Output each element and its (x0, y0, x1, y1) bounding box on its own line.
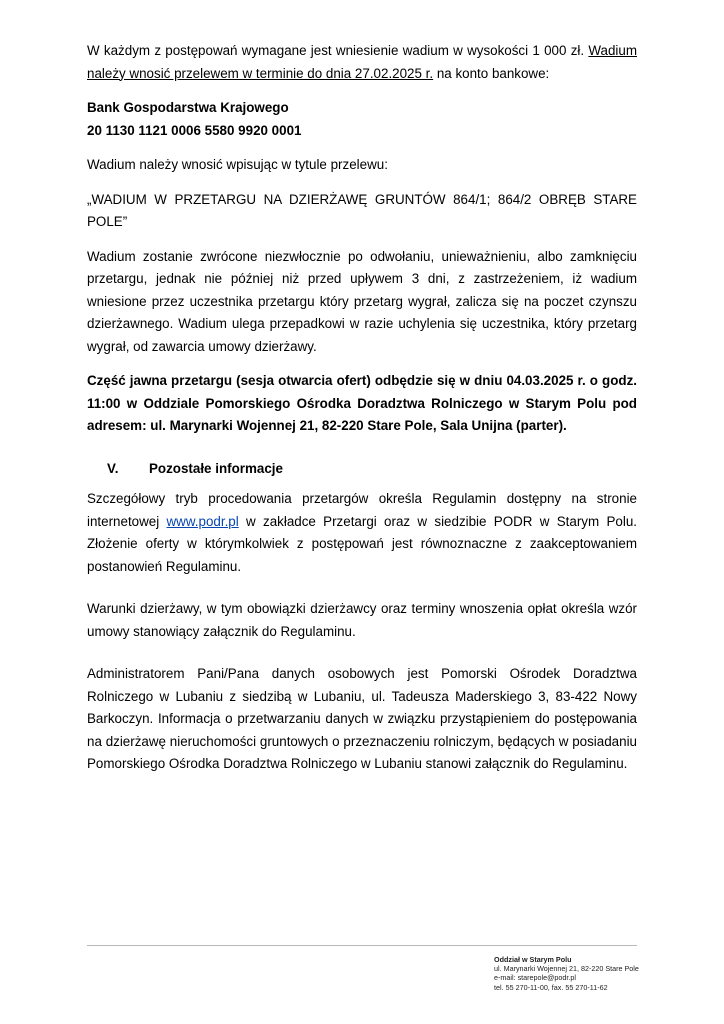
section-number: V. (107, 460, 119, 476)
footer-phone: tel. 55 270-11-00, fax. 55 270-11-62 (494, 982, 608, 992)
wadium-deadline-text: Wadium należy wnosić przelewem w terminie do dnia 27.02.2025 r. (87, 43, 637, 81)
regulations-text-start: Szczegółowy tryb procedowania przetargów określa Regulamin dostępny na stronie internetowej (87, 491, 637, 529)
bank-account-intro: na konto bankowe: (433, 65, 550, 81)
wadium-amount-text: W każdym z postępowań wymagane jest wniesienie wadium w wysokości 1 000 zł. (87, 43, 589, 58)
podr-website-link[interactable]: www.podr.pl (166, 513, 239, 529)
document-body (87, 40, 637, 776)
bank-account-number: 20 1130 1121 0006 5580 9920 0001 (87, 122, 302, 138)
data-administrator-paragraph: Administratorem Pani/Pana danych osobowych jest Pomorski Ośrodek Doradztwa Rolniczego w Lubaniu z siedzibą w Lubaniu, ul. Tadeusza Maderskiego 3, 83-422 Nowy Barkoczyn. Informacja o przetwarzaniu danych w związku przystąpieniem do postępowania na dzierżawę nieruchomości gruntowych o przeznaczeniu rolniczym, będących w posiadaniu Pomorskiego Ośrodka Doradztwa Rolniczego w Lubaniu stanowi załącznik do Regulaminu. (87, 666, 637, 771)
transfer-title-intro: Wadium należy wnosić wpisując w tytule przelewu: (87, 157, 388, 172)
wadium-return-paragraph: Wadium zostanie zwrócone niezwłocznie po odwołaniu, unieważnieniu, albo zamknięciu przetargu, jednak nie później niż przed upływem 3 dni, z zastrzeżeniem, iż wadium wniesione przez uczestnika przetargu który przetarg wygrał, zalicza się na poczet czynszu dzierżawnego. Wadium ulega przepadkowi w razie uchylenia się uczestnika, który przetarg wygrał, od zawarcia umowy dzierżawy. (87, 248, 637, 354)
section-title: Pozostałe informacje (149, 460, 283, 476)
transfer-title: „WADIUM W PRZETARGU NA DZIERŻAWĘ GRUNTÓW 864/1; 864/2 OBRĘB STARE POLE” (87, 191, 637, 229)
footer-divider (87, 945, 637, 946)
footer-address: ul. Marynarki Wojennej 21, 82-220 Stare Pole (494, 964, 639, 974)
bank-name: Bank Gospodarstwa Krajowego (87, 100, 289, 115)
regulations-text-end: w zakładce Przetargi oraz w siedzibie PODR w Starym Polu. Złożenie oferty w którymkolwiek z postępowań jest równoznaczne z zaakceptowaniem postanowień Regulaminu. (87, 513, 637, 574)
footer-email: e-mail: starepole@podr.pl (494, 973, 577, 983)
public-session-paragraph: Część jawna przetargu (sesja otwarcia ofert) odbędzie się w dniu 04.03.2025 r. o godz. 11:00 w Oddziale Pomorskiego Ośrodka Doradztwa Rolniczego w Starym Polu pod adresem: ul. Marynarki Wojennej 21, 82-220 Stare Pole, Sala Unijna (parter). (87, 373, 637, 433)
footer-contact (494, 955, 694, 992)
wadium-paragraph (87, 40, 637, 85)
regulations-paragraph (87, 488, 637, 578)
footer-title: Oddział w Starym Polu (494, 955, 572, 964)
lease-terms-paragraph: Warunki dzierżawy, w tym obowiązki dzierżawcy oraz terminy wnoszenia opłat określa wzór umowy stanowiący załącznik do Regulaminu. (87, 601, 637, 639)
section-heading (87, 458, 637, 481)
